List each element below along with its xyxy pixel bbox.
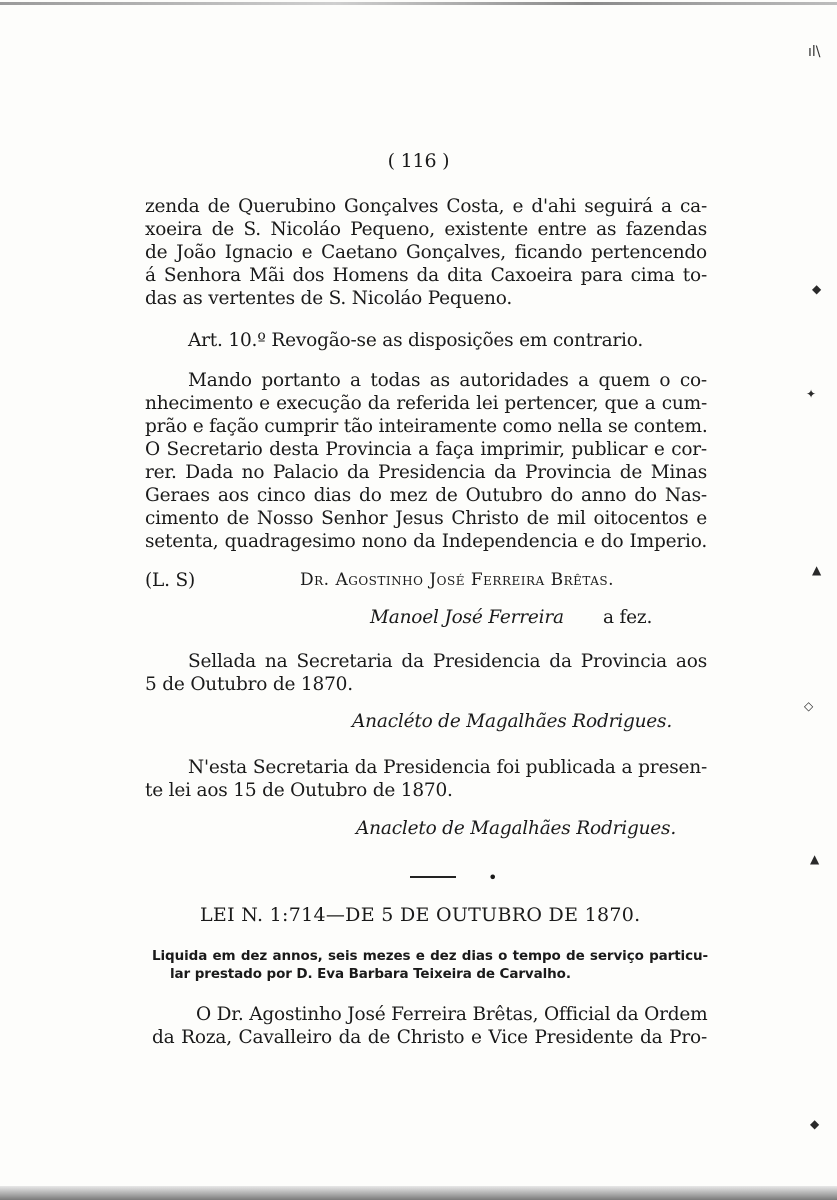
bottom-edge-shadow xyxy=(0,1186,837,1200)
paragraph1-line: xoeira de S. Nicoláo Pequeno, existente entre as fazendas xyxy=(145,219,707,240)
law-heading: LEI N. 1:714—DE 5 DE OUTUBRO DE 1870. xyxy=(200,904,641,926)
published-line: N'esta Secretaria da Presidencia foi publicada a presen- xyxy=(188,757,707,778)
margin-speck-icon: ▲ xyxy=(812,563,822,577)
paragraph2-line: cimento de Nosso Senhor Jesus Christo de mil oitocentos e xyxy=(145,508,707,529)
signatory-name: Dr. Agostinho José Ferreira Brêtas. xyxy=(300,570,615,590)
top-edge-rule xyxy=(0,2,837,5)
seal-mark: (L. S) xyxy=(145,570,195,591)
paragraph2-line: rer. Dada no Palacio da Presidencia da Provincia de Minas xyxy=(145,462,707,483)
paragraph2-line: Geraes aos cinco dias do mez de Outubro do anno do Nas- xyxy=(145,485,707,506)
margin-speck-icon: ◆ xyxy=(812,282,822,296)
margin-speck-icon: ◆ xyxy=(810,1117,820,1131)
section-separator xyxy=(410,876,456,878)
paragraph2-line: nhecimento e execução da referida lei pertencer, que a cum- xyxy=(145,393,707,414)
sealed-signer: Anacléto de Magalhães Rodrigues. xyxy=(352,711,673,732)
paragraph2-line: O Secretario desta Provincia a faça imprimir, publicar e cor- xyxy=(145,439,707,460)
paragraph2-line: setenta, quadragesimo nono da Independencia e do Imperio. xyxy=(145,531,707,552)
law-summary-line: Liquida em dez annos, seis mezes e dez dias o tempo de serviço particu- xyxy=(152,948,708,964)
article-10: Art. 10.º Revogão-se as disposições em contrario. xyxy=(188,330,644,351)
paragraph2-line: prão e fação cumprir tão inteiramente como nella se contem. xyxy=(145,416,708,437)
paragraph1-line: á Senhora Mãi dos Homens da dita Caxoeira para cima to- xyxy=(145,265,707,286)
margin-speck-icon: ✦ xyxy=(806,387,817,401)
paragraph2-line: Mando portanto a todas as autoridades a quem o co- xyxy=(188,370,707,391)
page-number: ( 116 ) xyxy=(387,150,450,172)
sealed-line: Sellada na Secretaria da Presidencia da Provincia aos xyxy=(188,651,707,672)
law-summary-line: lar prestado por D. Eva Barbara Teixeira de Carvalho. xyxy=(170,966,571,982)
law-opening-line: da Roza, Cavalleiro da de Christo e Vice Presidente da Pro- xyxy=(152,1027,707,1048)
made-by-name: Manoel José Ferreira xyxy=(370,607,564,628)
margin-speck-icon: ◇ xyxy=(804,699,814,713)
separator-dot-icon: • xyxy=(488,868,498,887)
made-by-suffix: a fez. xyxy=(603,607,653,628)
paragraph1-line: zenda de Querubino Gonçalves Costa, e d'ahi seguirá a ca- xyxy=(145,196,707,217)
published-signer: Anacleto de Magalhães Rodrigues. xyxy=(356,818,677,839)
paragraph1-line: das as vertentes de S. Nicoláo Pequeno. xyxy=(145,288,513,309)
paragraph1-line: de João Ignacio e Caetano Gonçalves, ficando pertencendo xyxy=(145,242,707,263)
corner-mark: ıl\ xyxy=(808,44,821,60)
law-opening-line: O Dr. Agostinho José Ferreira Brêtas, Official da Ordem xyxy=(196,1004,708,1025)
sealed-line: 5 de Outubro de 1870. xyxy=(145,674,353,695)
margin-speck-icon: ▲ xyxy=(810,852,820,866)
published-line: te lei aos 15 de Outubro de 1870. xyxy=(145,780,453,801)
